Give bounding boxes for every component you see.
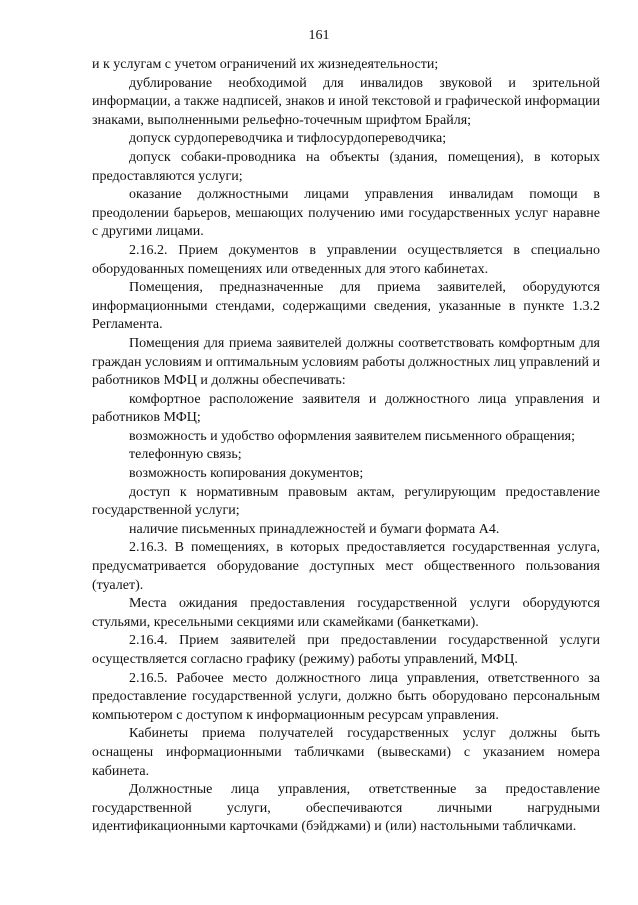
paragraph: наличие письменных принадлежностей и бумаги формата А4. (129, 521, 500, 537)
paragraph: 2.16.3. В помещениях, в которых предоставляется государственная услуга, предусматривается оборудование доступных мест общественного пользования (туалет). (92, 540, 600, 593)
paragraph: 2.16.4. Прием заявителей при предоставлении государственной услуги осуществляется согласно графику (режиму) работы управлений, МФЦ. (92, 633, 600, 667)
paragraph: Помещения для приема заявителей должны соответствовать комфортным для граждан условиям и оптимальным условиям работы должностных лиц управлений и работников МФЦ и должны обеспечивать: (92, 335, 600, 389)
paragraph: и к услугам с учетом ограничений их жизнедеятельности; (92, 57, 439, 72)
page-body (92, 56, 600, 837)
page-number: 161 (308, 28, 330, 43)
paragraph: возможность копирования документов; (129, 466, 364, 482)
paragraph: комфортное расположение заявителя и должностного лица управления и работников МФЦ; (92, 391, 600, 426)
paragraph: доступ к нормативным правовым актам, регулирующим предоставление государственной услуги; (92, 484, 600, 519)
paragraph: допуск собаки-проводника на объекты (здания, помещения), в которых предоставляются услуги; (92, 149, 600, 184)
paragraph: дублирование необходимой для инвалидов звуковой и зрительной информации, а также надписей, знаков и иной текстовой и графической информации знаками, выполненными рельефно-точечным шрифтом Брайля; (92, 75, 600, 128)
paragraph: 2.16.2. Прием документов в управлении осуществляется в специально оборудованных помещениях или отведенных для этого кабинетах. (92, 242, 600, 277)
paragraph: 2.16.5. Рабочее место должностного лица управления, ответственного за предоставление государственной услуги, должно быть оборудовано персональным компьютером с доступом к информационным ресурсам управления. (92, 670, 600, 723)
paragraph: Должностные лица управления, ответственные за предоставление государственной услуги, обеспечиваются личными нагрудными идентификационными карточками (бэйджами) и (или) настольными табличками. (92, 782, 600, 835)
paragraph: телефонную связь; (129, 447, 242, 463)
paragraph: Помещения, предназначенные для приема заявителей, оборудуются информационными стендами, содержащими сведения, указанные в пункте 1.3.2 Регламента. (92, 280, 600, 333)
paragraph: возможность и удобство оформления заявителем письменного обращения; (129, 428, 575, 444)
paragraph: Места ожидания предоставления государственной услуги оборудуются стульями, кресельными секциями или скамейками (банкетками). (92, 596, 600, 630)
paragraph: допуск сурдопереводчика и тифлосурдопереводчика; (129, 131, 447, 147)
paragraph: оказание должностными лицами управления инвалидам помощи в преодолении барьеров, мешающих получению ими государственных услуг наравне с другими лицами. (92, 187, 600, 240)
paragraph: Кабинеты приема получателей государственных услуг должны быть оснащены информационными табличками (вывесками) с указанием номера кабинета. (92, 726, 600, 779)
